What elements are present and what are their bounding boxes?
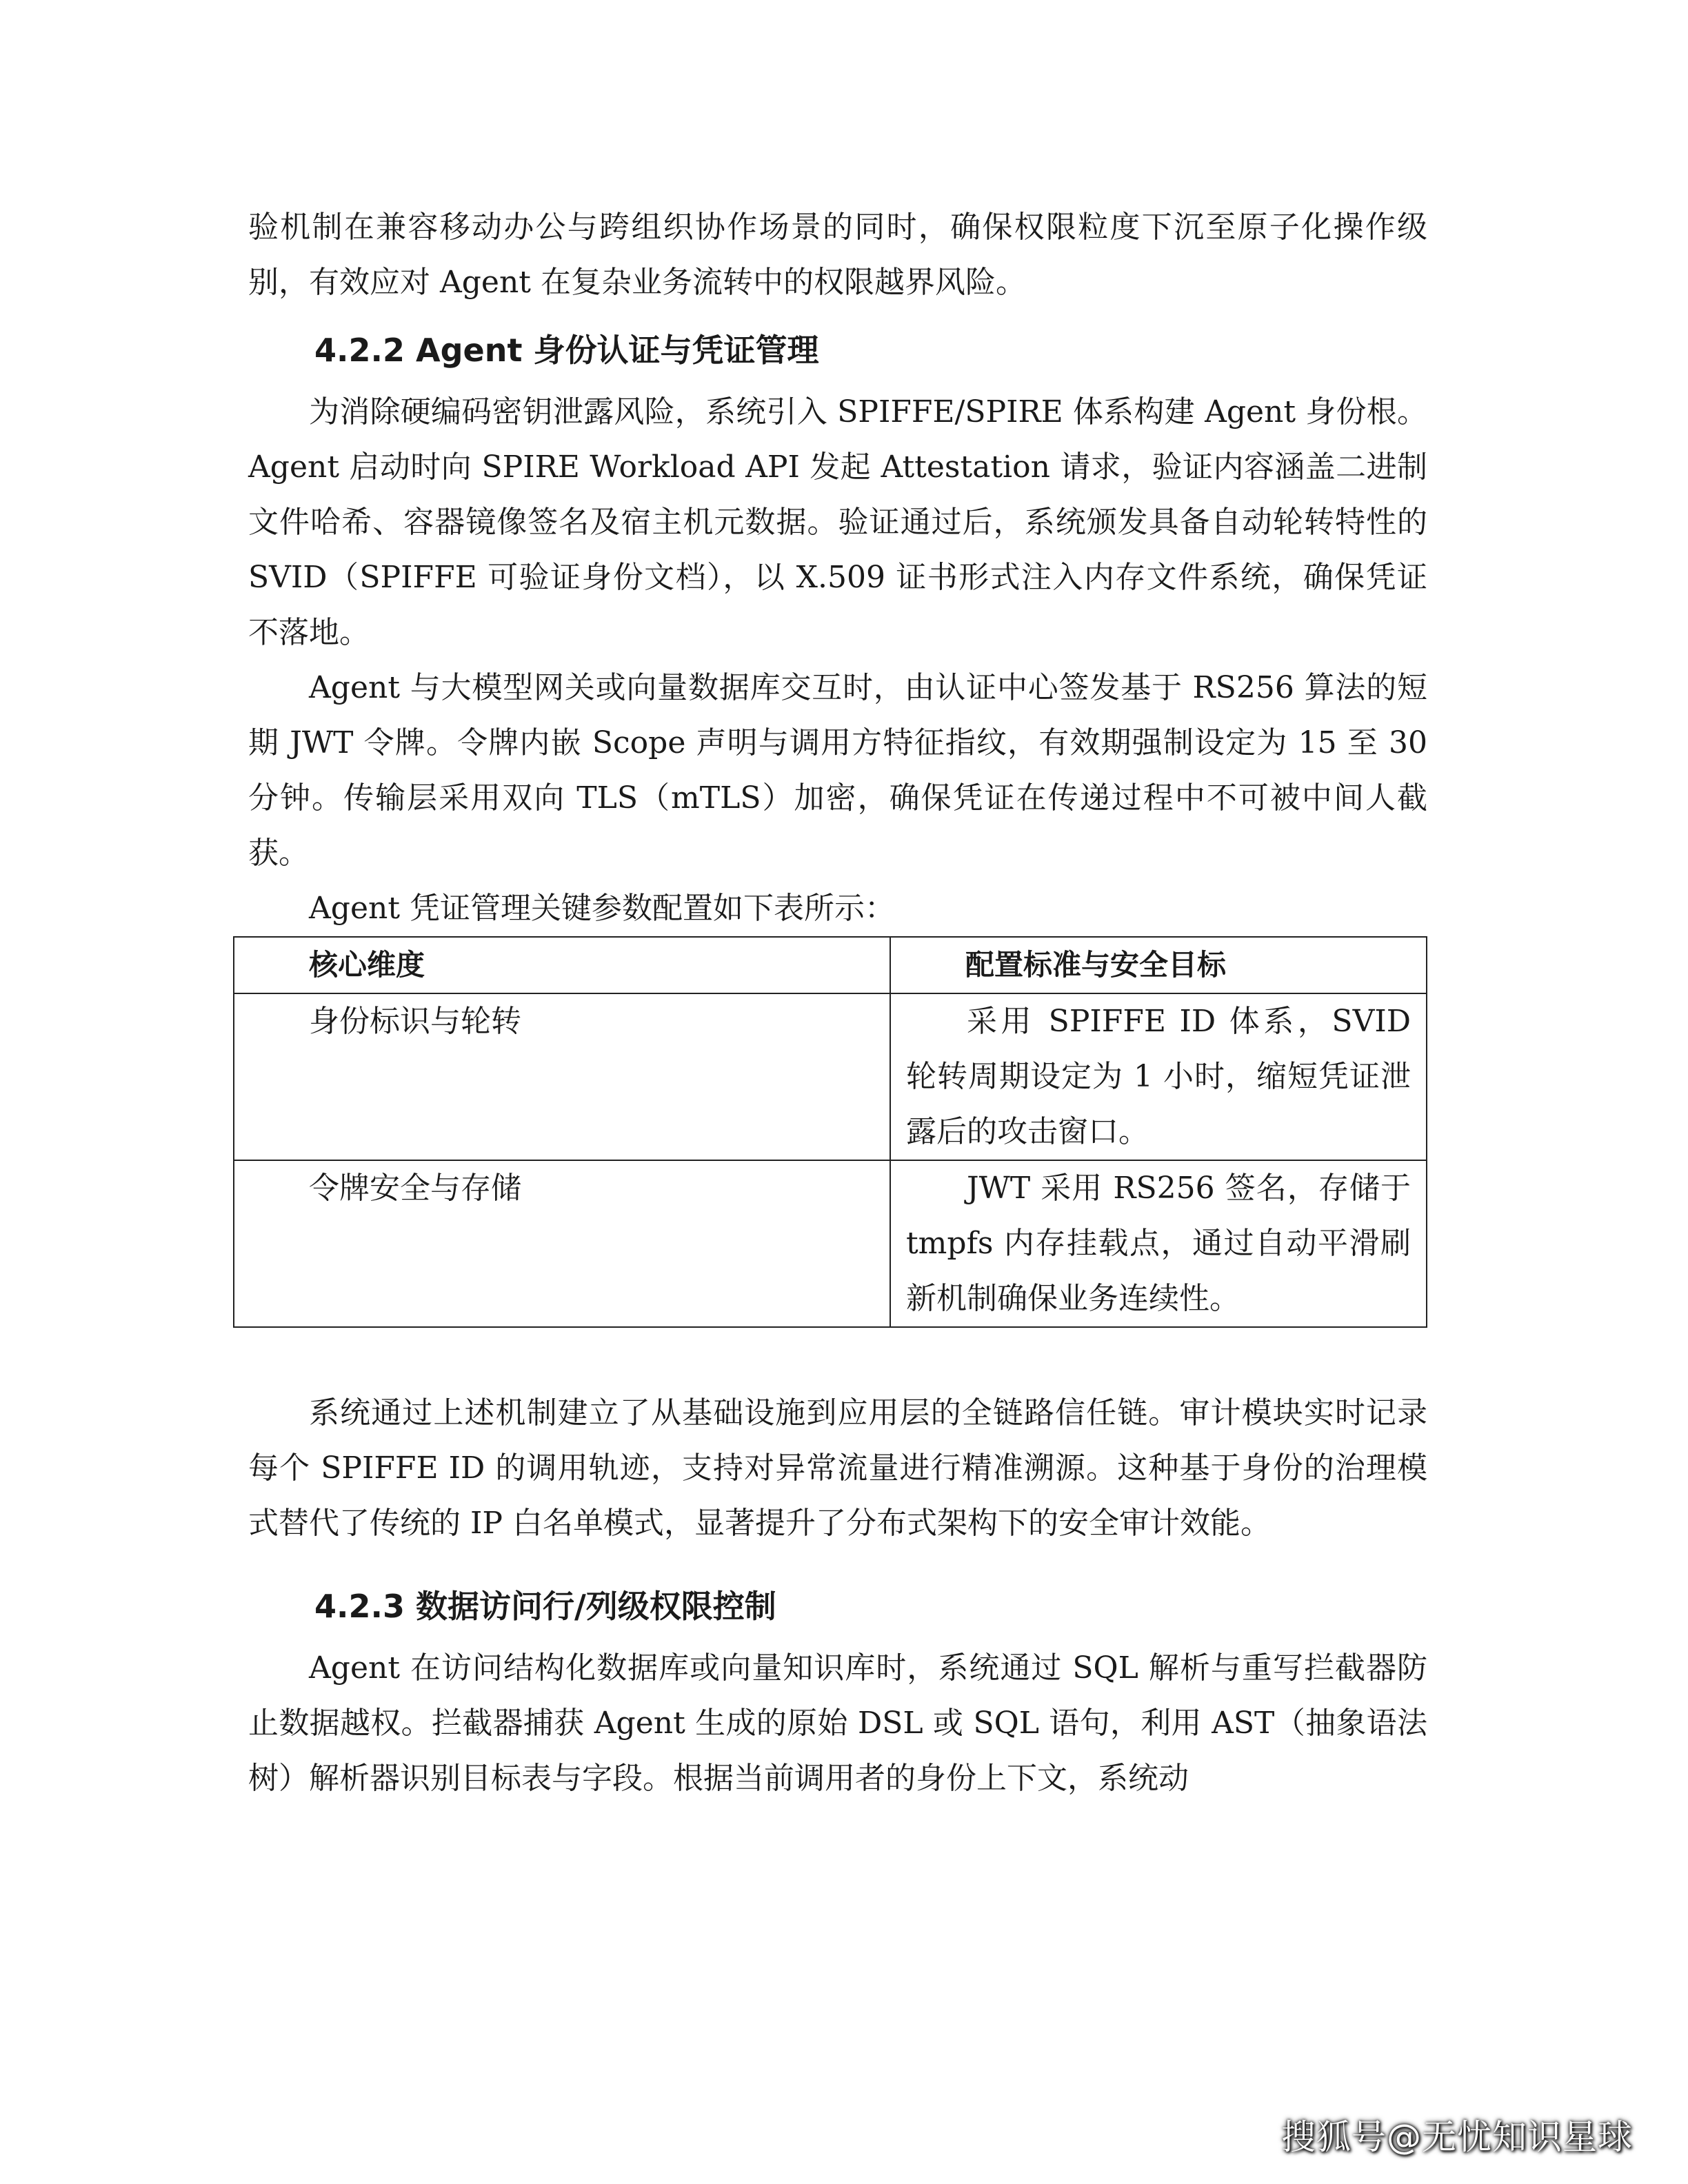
paragraph-intro-continuation: 验机制在兼容移动办公与跨组织协作场景的同时，确保权限粒度下沉至原子化操作级别，有效应对 Agent 在复杂业务流转中的权限越界风险。 (248, 210, 1427, 300)
paragraph-spiffe-identity: 为消除硬编码密钥泄露风险，系统引入 SPIFFE/SPIRE 体系构建 Agent 身份根。Agent 启动时向 SPIRE Workload API 发起 Attestation 请求，验证内容涵盖二进制文件哈希、容器镜像签名及宿主机元数据。验证通过后，系统颁发具备自动轮转特性的 SVID（SPIFFE 可验证身份文档），以 X.509 证书形式注入内存文件系统，确保凭证不落地。 (248, 394, 1427, 650)
paragraph-table-intro: Agent 凭证管理关键参数配置如下表所示： (309, 891, 895, 926)
section-heading-4-2-3: 4.2.3 数据访问行/列级权限控制 (314, 1588, 776, 1625)
paragraph-jwt-token: Agent 与大模型网关或向量数据库交互时，由认证中心签发基于 RS256 算法的短期 JWT 令牌。令牌内嵌 Scope 声明与调用方特征指纹，有效期强制设定为 15 至 30 分钟。传输层采用双向 TLS（mTLS）加密，确保凭证在传递过程中不可被中间人截获。 (248, 670, 1427, 871)
table-header-row (234, 937, 1427, 993)
table-row (234, 993, 1427, 1160)
table-row (234, 1160, 1427, 1327)
table-cell-dimension: 令牌安全与存储 (234, 1160, 890, 1327)
table-cell-standard: 采用 SPIFFE ID 体系，SVID 轮转周期设定为 1 小时，缩短凭证泄露后的攻击窗口。 (890, 993, 1427, 1160)
section-heading-4-2-2: 4.2.2 Agent 身份认证与凭证管理 (314, 332, 819, 369)
document-page (248, 200, 1427, 1806)
table-cell-standard: JWT 采用 RS256 签名，存储于 tmpfs 内存挂载点，通过自动平滑刷新机制确保业务连续性。 (890, 1160, 1427, 1327)
table-header-standard: 配置标准与安全目标 (890, 937, 1427, 993)
credential-config-table (233, 936, 1427, 1328)
paragraph-trust-chain: 系统通过上述机制建立了从基础设施到应用层的全链路信任链。审计模块实时记录每个 SPIFFE ID 的调用轨迹，支持对异常流量进行精准溯源。这种基于身份的治理模式替代了传统的 IP 白名单模式，显著提升了分布式架构下的安全审计效能。 (248, 1395, 1427, 1541)
paragraph-sql-interceptor: Agent 在访问结构化数据库或向量知识库时，系统通过 SQL 解析与重写拦截器防止数据越权。拦截器捕获 Agent 生成的原始 DSL 或 SQL 语句，利用 AST（抽象语法树）解析器识别目标表与字段。根据当前调用者的身份上下文，系统动 (248, 1650, 1427, 1796)
watermark-text: 搜狐号@无忧知识星球 (1281, 2117, 1633, 2157)
table-cell-dimension: 身份标识与轮转 (234, 993, 890, 1160)
table-header-dimension: 核心维度 (234, 937, 890, 993)
